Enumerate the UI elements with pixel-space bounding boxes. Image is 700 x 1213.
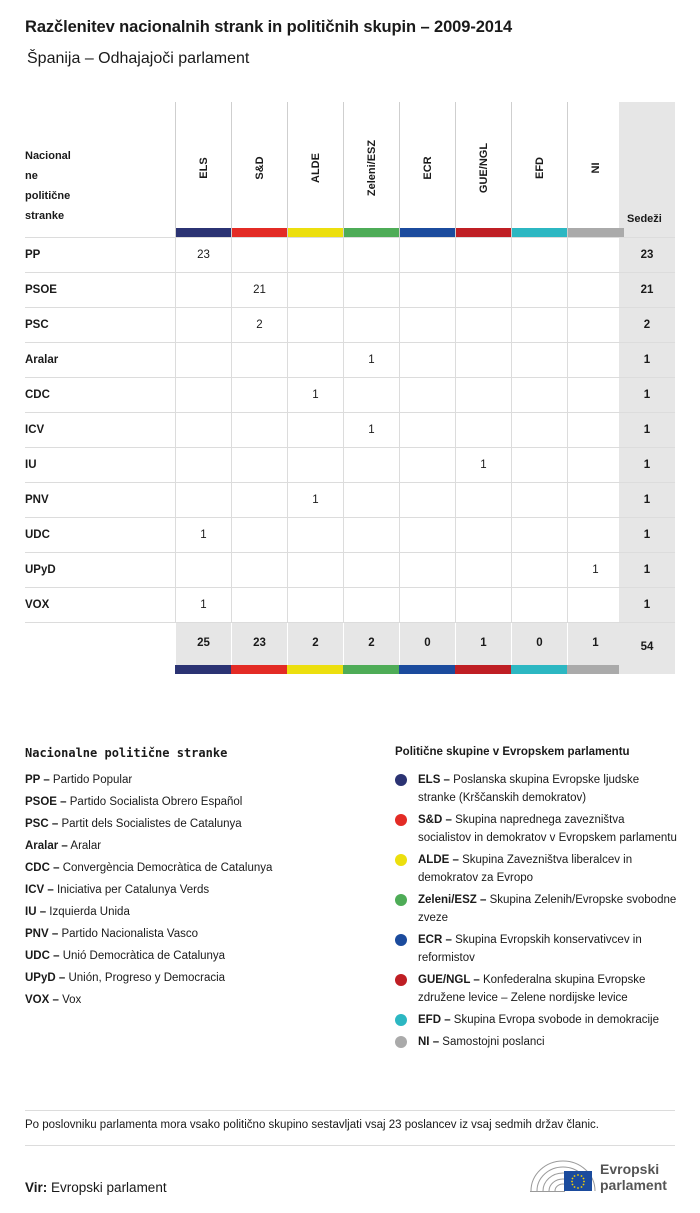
- totals-row: [25, 622, 675, 673]
- table-cell: [343, 273, 399, 308]
- table-row: [25, 517, 675, 552]
- total-color-bar: [567, 665, 623, 674]
- row-seats-cell: 1: [619, 448, 675, 483]
- row-party-name: PNV: [25, 494, 49, 506]
- table-cell: [287, 308, 343, 343]
- group-color-dot-icon: [395, 814, 407, 826]
- table-cell: 1: [175, 518, 231, 553]
- national-parties-list: [25, 769, 365, 1011]
- group-full-name: Skupina naprednega zavezništva socialistov in demokratov v Evropskem parlamentu: [418, 814, 677, 844]
- group-abbreviation: ALDE –: [418, 854, 459, 866]
- national-party-item: [25, 813, 365, 835]
- footnote: Po poslovniku parlamenta mora vsako politično skupino sestavljati vsaj 23 poslancev iz vsaj sedmih držav članic.: [25, 1119, 600, 1131]
- table-cell: [567, 343, 623, 378]
- party-header-line: ne: [25, 170, 38, 182]
- row-seats-cell: 21: [619, 273, 675, 308]
- table-cell: [399, 378, 455, 413]
- row-seats-cell: 1: [619, 378, 675, 413]
- group-full-name: Skupina Evropa svobode in demokracije: [450, 1014, 659, 1026]
- group-full-name: Skupina Zavezništva liberalcev in demokratov za Evropo: [418, 854, 633, 884]
- total-color-bar: [287, 665, 343, 674]
- group-full-name: Konfederalna skupina Evropske združene levice – Zelene nordijske levice: [418, 974, 646, 1004]
- group-name: EFD: [534, 157, 546, 179]
- total-cell: 0: [511, 623, 567, 665]
- group-color-bar: [568, 228, 624, 237]
- group-full-name: Poslanska skupina Evropske ljudske stranke (Krščanskih demokratov): [418, 774, 640, 804]
- group-color-bar: [288, 228, 344, 237]
- group-color-dot-icon: [395, 974, 407, 986]
- political-group-item: [395, 931, 680, 967]
- group-full-name: Skupina Evropskih konservativcev in reformistov: [418, 934, 642, 964]
- group-name: ECR: [422, 156, 434, 180]
- group-name: S&D: [254, 156, 266, 180]
- party-abbreviation: PSC –: [25, 818, 59, 830]
- party-full-name: Partido Nacionalista Vasco: [58, 928, 199, 940]
- table-cell: 1: [175, 588, 231, 623]
- group-name: GUE/NGL: [478, 142, 490, 194]
- logo-text: [600, 1161, 667, 1193]
- party-column-header: [25, 146, 115, 226]
- table-row: [25, 237, 675, 272]
- party-abbreviation: UPyD –: [25, 972, 66, 984]
- source-label: Vir:: [25, 1180, 48, 1195]
- table-cell: [175, 308, 231, 343]
- table-row: [25, 587, 675, 622]
- divider: [25, 1145, 675, 1146]
- party-full-name: Vox: [58, 994, 82, 1006]
- group-color-dot-icon: [395, 1036, 407, 1048]
- table-cell: 21: [231, 273, 287, 308]
- table-cell: [287, 413, 343, 448]
- table-cell: [343, 483, 399, 518]
- total-color-bar: [175, 665, 231, 674]
- party-abbreviation: IU –: [25, 906, 47, 918]
- group-full-name: Skupina Zelenih/Evropske svobodne zveze: [418, 894, 677, 924]
- table-cell: 1: [567, 553, 623, 588]
- row-seats-cell: 1: [619, 483, 675, 518]
- logo-line-2: parlament: [600, 1177, 667, 1193]
- row-seats-cell: 1: [619, 343, 675, 378]
- row-party-name: CDC: [25, 389, 50, 401]
- party-header-line: Nacional: [25, 150, 71, 162]
- party-abbreviation: UDC –: [25, 950, 60, 962]
- group-color-bar: [512, 228, 568, 237]
- table-cell: [343, 308, 399, 343]
- table-cell: [455, 308, 511, 343]
- row-seats-cell: 1: [619, 553, 675, 588]
- total-color-bar: [231, 665, 287, 674]
- total-color-bar: [399, 665, 455, 674]
- table-cell: [343, 553, 399, 588]
- row-seats-cell: 1: [619, 518, 675, 553]
- row-party-name: UPyD: [25, 564, 56, 576]
- national-parties-heading: Nacionalne politične stranke: [25, 746, 228, 760]
- table-cell: [567, 273, 623, 308]
- political-groups-heading: Politične skupine v Evropskem parlamentu: [395, 746, 630, 758]
- table-cell: [511, 553, 567, 588]
- group-column-header: [455, 102, 511, 237]
- divider: [25, 1110, 675, 1111]
- national-party-item: [25, 769, 365, 791]
- row-seats-cell: 1: [619, 588, 675, 623]
- table-cell: [175, 413, 231, 448]
- table-cell: [567, 518, 623, 553]
- group-name: NI: [590, 162, 602, 174]
- group-abbreviation: S&D –: [418, 814, 452, 826]
- party-full-name: Partit dels Socialistes de Catalunya: [58, 818, 242, 830]
- group-column-header: [175, 102, 231, 237]
- group-header-label: [344, 110, 400, 226]
- group-column-header: [231, 102, 287, 237]
- table-cell: [511, 378, 567, 413]
- party-full-name: Aralar: [67, 840, 102, 852]
- table-row: [25, 272, 675, 307]
- group-header-label: [568, 110, 624, 226]
- table-cell: [287, 273, 343, 308]
- table-cell: [175, 273, 231, 308]
- table-cell: 1: [343, 413, 399, 448]
- group-color-bar: [232, 228, 288, 237]
- table-cell: [231, 448, 287, 483]
- table-cell: [567, 413, 623, 448]
- table-cell: [231, 483, 287, 518]
- table-cell: [455, 343, 511, 378]
- national-party-item: [25, 879, 365, 901]
- table-row: [25, 482, 675, 517]
- table-row: [25, 552, 675, 587]
- group-abbreviation: ELS –: [418, 774, 450, 786]
- political-group-item: [395, 811, 680, 847]
- political-group-item: [395, 891, 680, 927]
- row-party-name: PP: [25, 249, 41, 261]
- political-group-item: [395, 1033, 680, 1051]
- page-title: Razčlenitev nacionalnih strank in političnih skupin – 2009-2014: [25, 18, 513, 36]
- total-cell: 25: [175, 623, 231, 665]
- party-abbreviation: PSOE –: [25, 796, 67, 808]
- table-cell: [175, 483, 231, 518]
- group-color-dot-icon: [395, 1014, 407, 1026]
- group-name: ELS: [198, 157, 210, 179]
- national-party-item: [25, 967, 365, 989]
- table-cell: 23: [175, 238, 231, 273]
- total-cell: 2: [343, 623, 399, 665]
- party-full-name: Convergència Democràtica de Catalunya: [59, 862, 273, 874]
- table-cell: [287, 343, 343, 378]
- group-abbreviation: Zeleni/ESZ –: [418, 894, 487, 906]
- table-cell: [175, 343, 231, 378]
- table-cell: [175, 448, 231, 483]
- table-row: [25, 307, 675, 342]
- party-abbreviation: VOX –: [25, 994, 59, 1006]
- table-cell: 1: [287, 378, 343, 413]
- table-cell: [455, 553, 511, 588]
- table-cell: [231, 553, 287, 588]
- group-abbreviation: ECR –: [418, 934, 452, 946]
- national-party-item: [25, 989, 365, 1011]
- table-cell: [399, 448, 455, 483]
- group-name: ALDE: [310, 153, 322, 183]
- table-cell: [287, 238, 343, 273]
- table-cell: [455, 518, 511, 553]
- total-cell: 0: [399, 623, 455, 665]
- group-color-dot-icon: [395, 854, 407, 866]
- table-cell: [231, 588, 287, 623]
- total-cell: 1: [455, 623, 511, 665]
- group-abbreviation: EFD –: [418, 1014, 451, 1026]
- seats-column-header: [619, 102, 675, 237]
- table-cell: [511, 343, 567, 378]
- party-abbreviation: PP –: [25, 774, 50, 786]
- total-color-bar: [455, 665, 511, 674]
- page-subtitle: Španija – Odhajajoči parlament: [27, 50, 250, 67]
- table-cell: [567, 308, 623, 343]
- table-cell: [399, 518, 455, 553]
- total-cell: 2: [287, 623, 343, 665]
- table-cell: [287, 448, 343, 483]
- group-color-bar: [176, 228, 232, 237]
- table-cell: [511, 238, 567, 273]
- table-cell: [511, 308, 567, 343]
- party-full-name: Izquierda Unida: [46, 906, 130, 918]
- table-body: [25, 237, 675, 622]
- row-party-name: PSC: [25, 319, 49, 331]
- table-cell: [399, 273, 455, 308]
- row-party-name: UDC: [25, 529, 50, 541]
- group-header-label: [456, 110, 512, 226]
- table-cell: 1: [455, 448, 511, 483]
- group-header-label: [176, 110, 232, 226]
- table-row: [25, 447, 675, 482]
- row-seats-cell: 23: [619, 238, 675, 273]
- party-full-name: Iniciativa per Catalunya Verds: [53, 884, 210, 896]
- table-cell: [455, 238, 511, 273]
- table-cell: [567, 588, 623, 623]
- group-column-header: [511, 102, 567, 237]
- group-color-bar: [456, 228, 512, 237]
- table-cell: [511, 483, 567, 518]
- national-party-item: [25, 791, 365, 813]
- group-column-header: [343, 102, 399, 237]
- row-party-name: IU: [25, 459, 37, 471]
- table-cell: [455, 413, 511, 448]
- party-abbreviation: CDC –: [25, 862, 60, 874]
- table-cell: [231, 378, 287, 413]
- table-cell: [231, 518, 287, 553]
- national-party-item: [25, 835, 365, 857]
- row-party-name: ICV: [25, 424, 45, 436]
- breakdown-table: [25, 102, 675, 673]
- table-cell: [287, 518, 343, 553]
- source-line: [25, 1180, 167, 1195]
- logo-line-1: Evropski: [600, 1161, 660, 1177]
- political-group-item: [395, 851, 680, 887]
- table-cell: [231, 413, 287, 448]
- table-cell: [231, 238, 287, 273]
- table-cell: 1: [343, 343, 399, 378]
- table-cell: [287, 553, 343, 588]
- seats-header-label: Sedeži: [627, 213, 662, 225]
- table-cell: [567, 448, 623, 483]
- row-party-name: Aralar: [25, 354, 59, 366]
- row-party-name: PSOE: [25, 284, 57, 296]
- group-color-dot-icon: [395, 774, 407, 786]
- party-header-line: stranke: [25, 210, 65, 222]
- table-cell: [511, 518, 567, 553]
- group-column-header: [399, 102, 455, 237]
- table-cell: [455, 378, 511, 413]
- table-cell: [399, 308, 455, 343]
- total-cell: 23: [231, 623, 287, 665]
- total-color-bar: [511, 665, 567, 674]
- political-groups-list: [395, 771, 680, 1051]
- group-header-label: [512, 110, 568, 226]
- table-cell: [399, 483, 455, 518]
- total-color-bar: [343, 665, 399, 674]
- table-cell: [343, 378, 399, 413]
- group-color-dot-icon: [395, 934, 407, 946]
- table-cell: [399, 413, 455, 448]
- table-row: [25, 342, 675, 377]
- national-party-item: [25, 923, 365, 945]
- group-full-name: Samostojni poslanci: [439, 1036, 545, 1048]
- table-cell: [343, 238, 399, 273]
- table-cell: [175, 553, 231, 588]
- political-group-item: [395, 771, 680, 807]
- party-abbreviation: Aralar –: [25, 840, 68, 852]
- table-cell: [455, 273, 511, 308]
- party-full-name: Unió Democràtica de Catalunya: [59, 950, 226, 962]
- table-cell: [567, 238, 623, 273]
- party-header-line: politične: [25, 190, 71, 202]
- table-cell: [511, 413, 567, 448]
- group-header-label: [400, 110, 456, 226]
- row-party-name: VOX: [25, 599, 50, 611]
- political-group-item: [395, 971, 680, 1007]
- table-cell: [399, 553, 455, 588]
- group-color-bar: [400, 228, 456, 237]
- group-header-label: [288, 110, 344, 226]
- table-cell: [399, 343, 455, 378]
- group-color-bar: [344, 228, 400, 237]
- table-cell: 2: [231, 308, 287, 343]
- group-name: Zeleni/ESZ: [366, 139, 378, 197]
- table-cell: [455, 588, 511, 623]
- political-group-item: [395, 1011, 680, 1029]
- source-value: Evropski parlament: [51, 1180, 167, 1195]
- party-full-name: Unión, Progreso y Democracia: [65, 972, 226, 984]
- national-party-item: [25, 945, 365, 967]
- table-cell: [511, 448, 567, 483]
- group-color-dot-icon: [395, 894, 407, 906]
- table-row: [25, 412, 675, 447]
- row-seats-cell: 2: [619, 308, 675, 343]
- party-full-name: Partido Popular: [49, 774, 133, 786]
- total-cell: 1: [567, 623, 623, 665]
- table-cell: [567, 378, 623, 413]
- table-cell: [455, 483, 511, 518]
- national-party-item: [25, 857, 365, 879]
- table-cell: [343, 448, 399, 483]
- table-cell: [399, 588, 455, 623]
- party-abbreviation: ICV –: [25, 884, 54, 896]
- group-header-label: [232, 110, 288, 226]
- table-cell: 1: [287, 483, 343, 518]
- national-party-item: [25, 901, 365, 923]
- group-column-header: [287, 102, 343, 237]
- group-abbreviation: NI –: [418, 1036, 440, 1048]
- table-header: [25, 102, 675, 237]
- table-cell: [343, 518, 399, 553]
- group-column-header: [567, 102, 623, 237]
- party-full-name: Partido Socialista Obrero Español: [66, 796, 243, 808]
- party-abbreviation: PNV –: [25, 928, 59, 940]
- national-parties-legend: [25, 746, 365, 1011]
- group-abbreviation: GUE/NGL –: [418, 974, 480, 986]
- table-cell: [567, 483, 623, 518]
- table-cell: [511, 588, 567, 623]
- table-cell: [399, 238, 455, 273]
- table-cell: [231, 343, 287, 378]
- table-row: [25, 377, 675, 412]
- total-seats-cell: 54: [619, 623, 675, 674]
- table-cell: [175, 378, 231, 413]
- table-cell: [287, 588, 343, 623]
- row-seats-cell: 1: [619, 413, 675, 448]
- table-cell: [511, 273, 567, 308]
- political-groups-legend: [395, 746, 680, 1055]
- table-cell: [343, 588, 399, 623]
